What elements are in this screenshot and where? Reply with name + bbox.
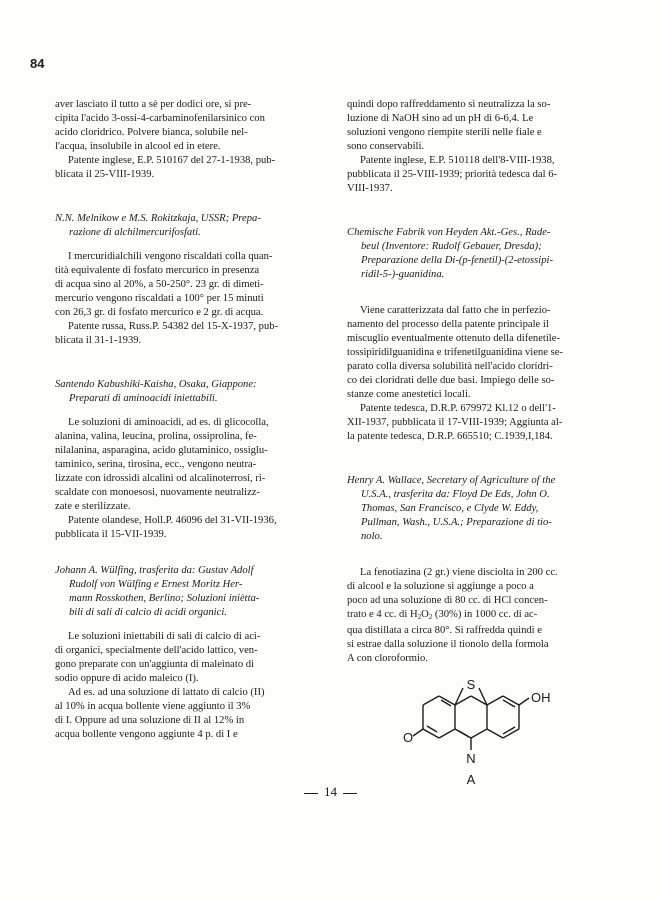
text-line: Le soluzioni iniettabili di sali di calcio di aci- [68,631,261,642]
hydroxyl-label: OH [531,690,551,705]
patent-line: blicata il 31-1-1939. [55,335,142,346]
heading-line: Henry A. Wallace, Secretary of Agriculture of the [347,475,556,486]
heading-line: Rudolf von Wülfing e Ernest Moritz Her- [69,579,243,590]
heading-line: Preparazione della Di-(p-fenetil)-(2-etossipi- [361,255,554,266]
patent-line: Patente inglese, E.P. 510118 dell'8-VIII-1938, [360,155,555,166]
text-line: acqua bollente vengono aggiunte 4 p. di I e [55,729,238,740]
heading-line: Johann A. Wülfing, trasferita da: Gustav Adolf [55,565,254,576]
text-line: parato colla diversa solubilità nell'acido clorídri- [347,361,553,372]
heading-line: ridil-5-)-guanidina. [361,269,445,280]
heading-line: nolo. [361,531,383,542]
footer-page-number [0,784,661,800]
text-line: di organici, specialmente dell'acido lattico, ven- [55,645,258,656]
bond-line [471,729,487,738]
right-intro [347,98,609,196]
bond-line [423,696,439,705]
section-melnikow [55,212,317,348]
bond-line [487,696,503,705]
text-line: luzione di NaOH sino ad un pH di 6-6,4. Le [347,113,534,124]
oxygen-label: O [403,730,414,745]
heading-line: N.N. Melnikow e M.S. Rokitzkaja, USSR; Prepa- [55,213,261,224]
text-fragment: (30%) in 1000 cc. di ac- [432,609,538,620]
text-line: soluzioni vengono riempite sterili nelle fiale e [347,127,542,138]
bond-line [503,696,519,705]
text-line: I mercuridialchili vengono riscaldati colla quan- [68,251,273,262]
text-line: si estrae dalla soluzione il tionolo della formola [347,639,549,650]
left-column [55,98,317,742]
text-line: namento del processo della patente principale il [347,319,549,330]
text-line: sodio oppure di acido maleico (I). [55,673,199,684]
text-line: di acqua sino al 20%, a 50-250°. 23 gr. di dimeti- [55,279,264,290]
text-line: l'acqua, insolubile in alcool ed in etere. [55,141,221,152]
bond-line [441,700,451,706]
section-heading [55,564,317,620]
section-santendo [55,378,317,542]
formula-bonds [413,688,529,750]
text-line: mercurio vengono riscaldati a 100° per 15 minuti [55,293,264,304]
text-line: al 10% in acqua bollente viene aggiunto il 3% [55,701,251,712]
heading-line: Preparati di aminoacidi iniettabili. [69,393,218,404]
text-line: cipita l'acido 3-ossi-4-carbaminofenilarsinico con [55,113,265,124]
bond-line [503,729,519,738]
text-line [347,608,609,624]
text-line: La fenotiazina (2 gr.) viene disciolta in 200 cc. [360,567,558,578]
heading-line: bili di sali di calcio di acidi organici. [69,607,227,618]
heading-line: U.S.A., trasferita da: Floyd De Eds, John O. [361,489,550,500]
bond-line [459,731,469,737]
text-line: poco ad una soluzione di 80 cc. di HCl concen- [347,595,548,606]
text-line: zate e sterilizzate. [55,501,131,512]
section-wallace [347,474,609,799]
subscript: 2 [428,613,433,621]
formula-caption: A [466,772,476,787]
nitrogen-label: N [466,751,476,766]
heading-line: Pullman, Wash., U.S.A.; Preparazione di tio- [361,517,552,528]
subscript: 2 [417,613,422,621]
text-line: alanina, valina, leucina, prolina, ossiprolina, fe- [55,431,257,442]
patent-line: XII-1937, pubblicata il 17-VIII-1939; Aggiunta al- [347,417,563,428]
text-line: stanze come anestetici locali. [347,389,471,400]
text-line: nilalanina, asparagina, acido glutaminico, ossiglu- [55,445,268,456]
patent-line: blicata il 25-VIII-1939. [55,169,155,180]
section-heading [55,378,317,406]
heading-line: Chemische Fabrik von Heyden Akt.-Ges., Rade- [347,227,551,238]
heading-line: mann Rosskothen, Berlino; Soluzioni iniètta- [69,593,260,604]
section-heading [55,212,317,240]
sulfur-label: S [466,677,476,692]
text-line: tossipiridilguanidina e trifenetilguanidina viene se- [347,347,563,358]
text-line: sono conservabili. [347,141,425,152]
text-line: scaldate con monoesosi, nuovamente neutralizz- [55,487,261,498]
bond-line [427,726,437,732]
text-line: aver lasciato il tutto a sè per dodici ore, si pre- [55,99,252,110]
text-line: gono preparate con un'aggiunta di maleinato di [55,659,255,670]
heading-line: beul (Inventore: Rudolf Gebauer, Dresda); [361,241,542,252]
text-line: acido cloridrico. Polvere bianca, solubile nel- [55,127,248,138]
patent-line: VIII-1937. [347,183,393,194]
patent-line: pubblicata il 15-VII-1939. [55,529,167,540]
text-line: A con cloroformio. [347,653,428,664]
bond-line [487,729,503,738]
bond-line [423,729,439,738]
text-line: co dei cloridrati delle due basi. Impiego delle so- [347,375,555,386]
left-intro [55,98,317,182]
footer-number: 14 [324,784,337,799]
patent-line: Patente olandese, Holl.P. 46096 del 31-VII-1936, [68,515,277,526]
text-fragment: trato e 4 cc. di H [347,609,418,620]
text-line: Viene caratterizzata dal fatto che in perfezio- [360,305,551,316]
heading-line: Thomas, San Francisco, e Clyde W. Eddy, [361,503,539,514]
text-line: con 26,3 gr. di fosfato mercurico e 2 gr. di acqua. [55,307,264,318]
dash-right [343,793,357,794]
text-line: lizzate con idrossidi alcalini od alcalinoterrosi, ri- [55,473,266,484]
text-line: taminico, serina, tirosina, ecc., vengono neutra- [55,459,257,470]
text-line: quindi dopo raffreddamento si neutralizza la so- [347,99,551,110]
section-heading [347,226,609,282]
heading-line: Santendo Kabushiki-Kaisha, Osaka, Giappone: [55,379,257,390]
bond-line [413,729,423,736]
text-fragment: O [421,609,429,620]
text-line: Le soluzioni di aminoacidi, ad es. di glicocolla, [68,417,269,428]
text-line: di I. Oppure ad una soluzione di II al 12% in [55,715,245,726]
text-line: tità equivalente di fosfato mercurico in presenza [55,265,260,276]
bond-line [439,729,455,738]
section-wulfing [55,564,317,742]
right-column [347,98,609,799]
text-line: miscuglio eventualmente ottenuto della difenetile- [347,333,560,344]
text-line: di alcool e la soluzione si aggiunge a poco a [347,581,534,592]
patent-line: la patente tedesca, D.R.P. 665510; C.1939,I,184. [347,431,553,442]
heading-line: razione di alchilmercurifosfati. [69,227,201,238]
dash-left [304,793,318,794]
patent-line: Patente inglese, E.P. 510167 del 27-1-1938, pub- [68,155,276,166]
patent-line: Patente tedesca, D.R.P. 679972 Kl.12 o dell'1- [360,403,556,414]
thionol-structural-formula [399,674,579,794]
bond-line [519,698,529,705]
text-line: Ad es. ad una soluzione di lattato di calcio (II) [68,687,265,698]
text-line: qua distillata a circa 80°. Si raffredda quindi e [347,625,542,636]
patent-line: pubblicata il 25-VIII-1939; priorità tedesca dal 6- [347,169,558,180]
patent-line: Patente russa, Russ.P. 54382 del 15-X-1937, pub- [68,321,279,332]
section-heading [347,474,609,544]
section-heyden [347,226,609,444]
page-number: 84 [30,56,45,71]
